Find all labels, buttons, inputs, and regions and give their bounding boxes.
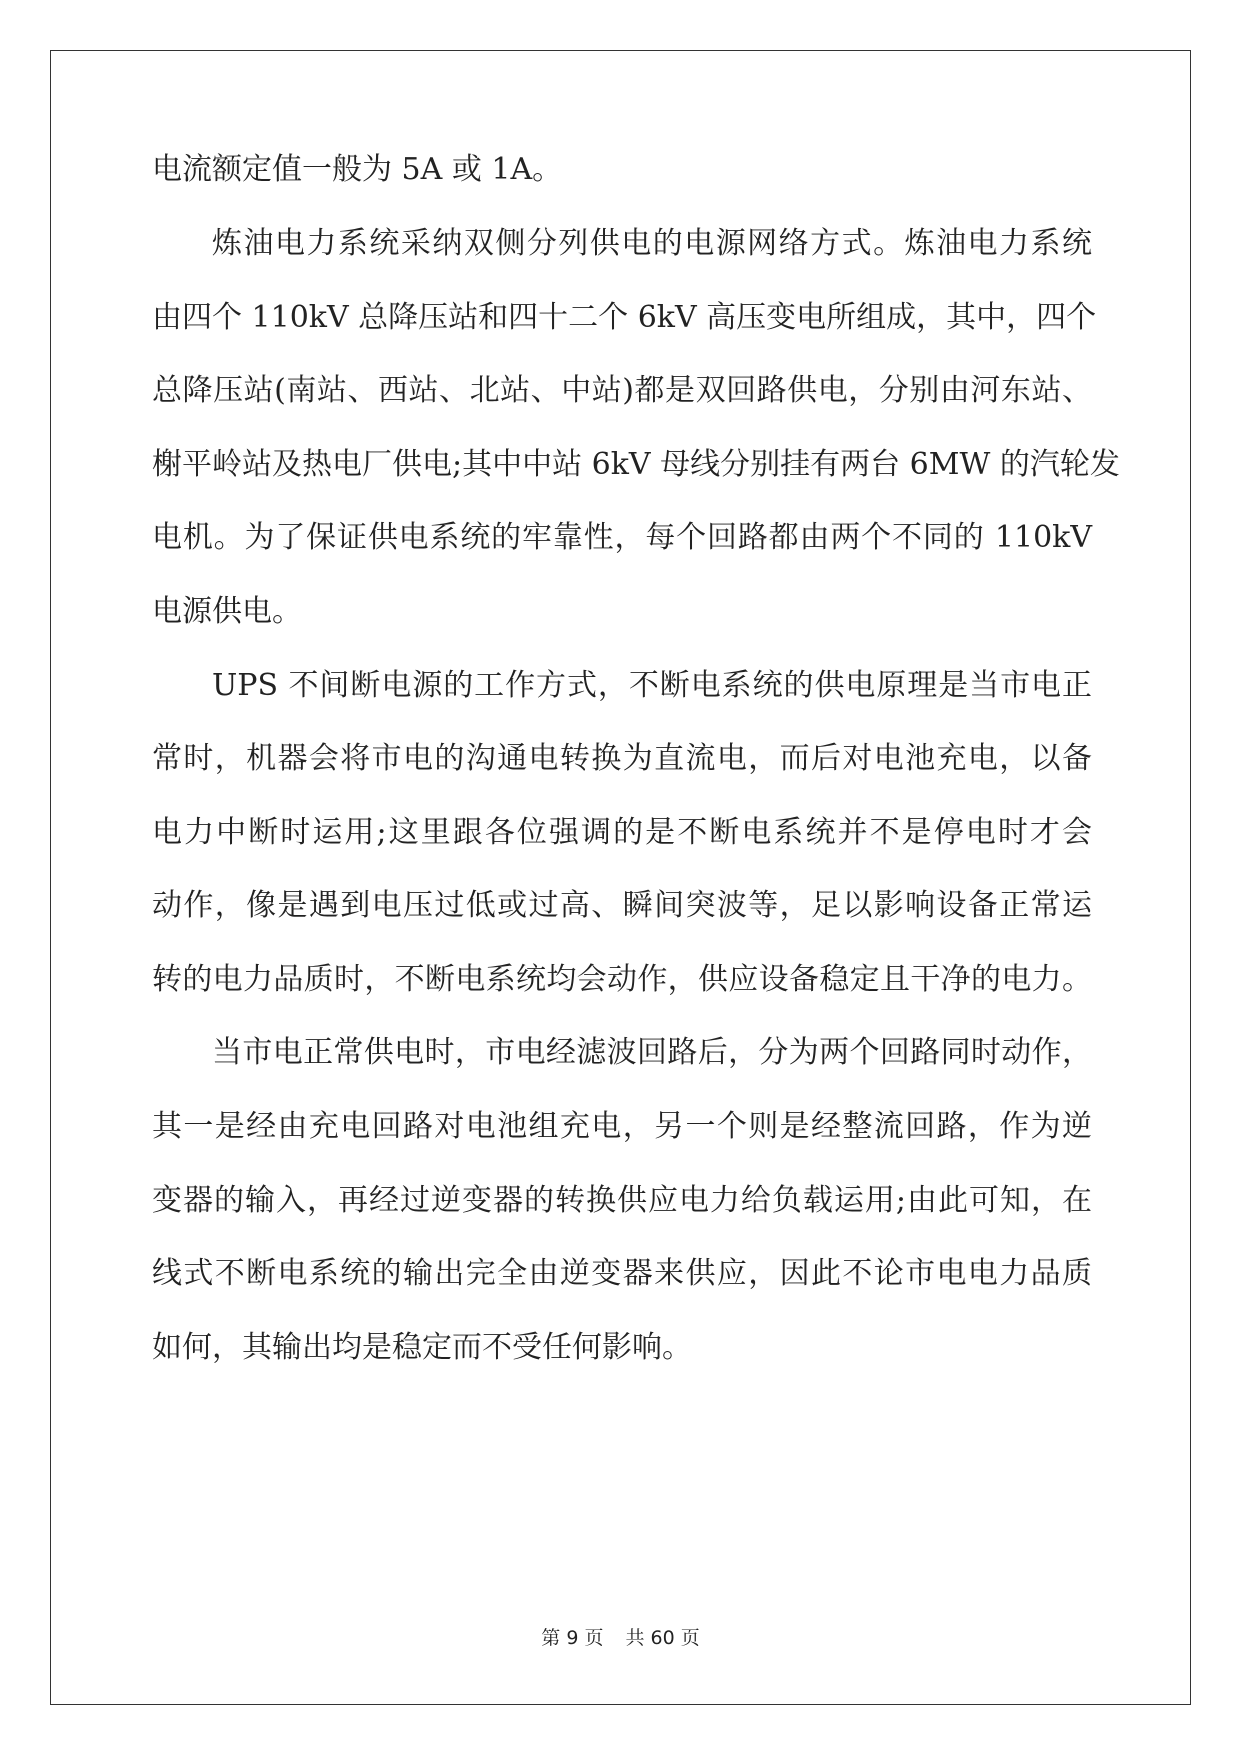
text-line: 榭平岭站及热电厂供电;其中中站 6kV 母线分别挂有两台 6MW 的汽轮发 — [152, 447, 1120, 482]
text-line: UPS 不间断电源的工作方式，不断电系统的供电原理是当市电正 — [212, 668, 1092, 703]
text-line: 电机。为了保证供电系统的牢靠性，每个回路都由两个不同的 110kV — [152, 520, 1092, 555]
text-line: 动作，像是遇到电压过低或过高、瞬间突波等，足以影响设备正常运 — [152, 888, 1092, 923]
text-line: 转的电力品质时，不断电系统均会动作，供应设备稳定且干净的电力。 — [152, 962, 1092, 997]
text-line: 电力中断时运用;这里跟各位强调的是不断电系统并不是停电时才会 — [152, 815, 1092, 850]
text-line: 其一是经由充电回路对电池组充电，另一个则是经整流回路，作为逆 — [152, 1109, 1092, 1144]
text-line: 电流额定值一般为 5A 或 1A。 — [152, 152, 563, 187]
text-line: 常时，机器会将市电的沟通电转换为直流电，而后对电池充电，以备 — [152, 741, 1092, 776]
page-number: 第 9 页 — [541, 1627, 604, 1649]
text-line: 总降压站(南站、西站、北站、中站)都是双回路供电，分别由河东站、 — [152, 373, 1092, 408]
page-footer — [0, 1624, 1241, 1652]
text-line: 炼油电力系统采纳双侧分列供电的电源网络方式。炼油电力系统 — [212, 226, 1092, 261]
text-line: 当市电正常供电时，市电经滤波回路后，分为两个回路同时动作， — [212, 1035, 1092, 1070]
text-line: 线式不断电系统的输出完全由逆变器来供应，因此不论市电电力品质 — [152, 1256, 1092, 1291]
text-line: 由四个 110kV 总降压站和四十二个 6kV 高压变电所组成，其中，四个 — [152, 300, 1097, 335]
text-line: 电源供电。 — [152, 594, 302, 629]
text-line: 如何，其输出均是稳定而不受任何影响。 — [152, 1330, 692, 1365]
text-line: 变器的输入，再经过逆变器的转换供应电力给负载运用;由此可知，在 — [152, 1183, 1092, 1218]
page-total: 共 60 页 — [625, 1627, 700, 1649]
